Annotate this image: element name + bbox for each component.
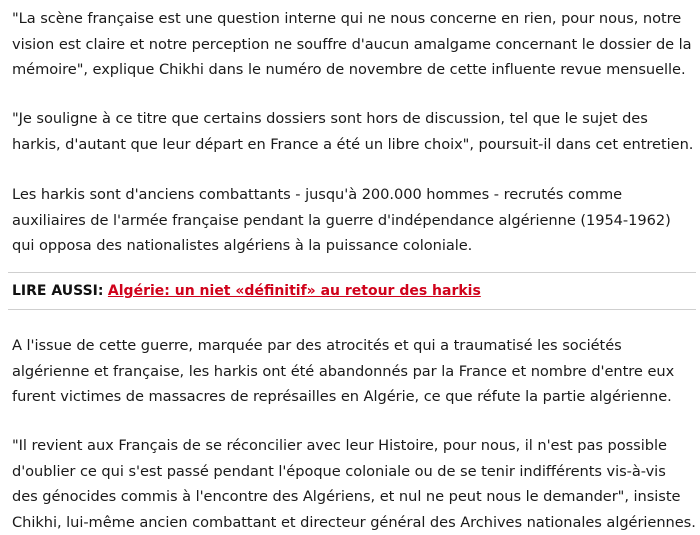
paragraph-3: Les harkis sont d'anciens combattants - jusqu'à 200.000 hommes - recrutés comme auxiliaires de l'armée française pendant la guerre d'indépendance algérienne (1954-1962) qui opposa des nationalistes algériens à la puissance coloniale. [12,186,671,254]
read-also-box [8,272,696,310]
paragraph-2: "Je souligne à ce titre que certains dossiers sont hors de discussion, tel que le sujet des harkis, d'autant que leur départ en France a été un libre choix", poursuit-il dans cet entretien. [12,110,694,153]
paragraph-5: "Il revient aux Français de se réconcilier avec leur Histoire, pour nous, il n'est pas possible d'oublier ce qui s'est passé pendant l'époque coloniale ou de se tenir indifférents vis-à-vis des génocides commis à l'encontre des Algériens, et nul ne peut nous le demander", insiste Chikhi, lui-même ancien combattant et directeur général des Archives nationales algériennes. [12,437,696,531]
read-also-line [12,281,481,301]
paragraph-1: "La scène française est une question interne qui ne nous concerne en rien, pour nous, notre vision est claire et notre perception ne souffre d'aucun amalgame concernant le dossier de la mémoire", explique Chikhi dans le numéro de novembre de cette influente revue mensuelle. [12,10,692,78]
paragraph-4: A l'issue de cette guerre, marquée par des atrocités et qui a traumatisé les sociétés algérienne et française, les harkis ont été abandonnés par la France et nombre d'entre eux furent victimes de massacres de représailles en Algérie, ce que réfute la partie algérienne. [12,337,675,405]
read-also-label: LIRE AUSSI: [12,283,104,299]
read-also-link[interactable]: Algérie: un niet «définitif» au retour des harkis [107,283,481,299]
